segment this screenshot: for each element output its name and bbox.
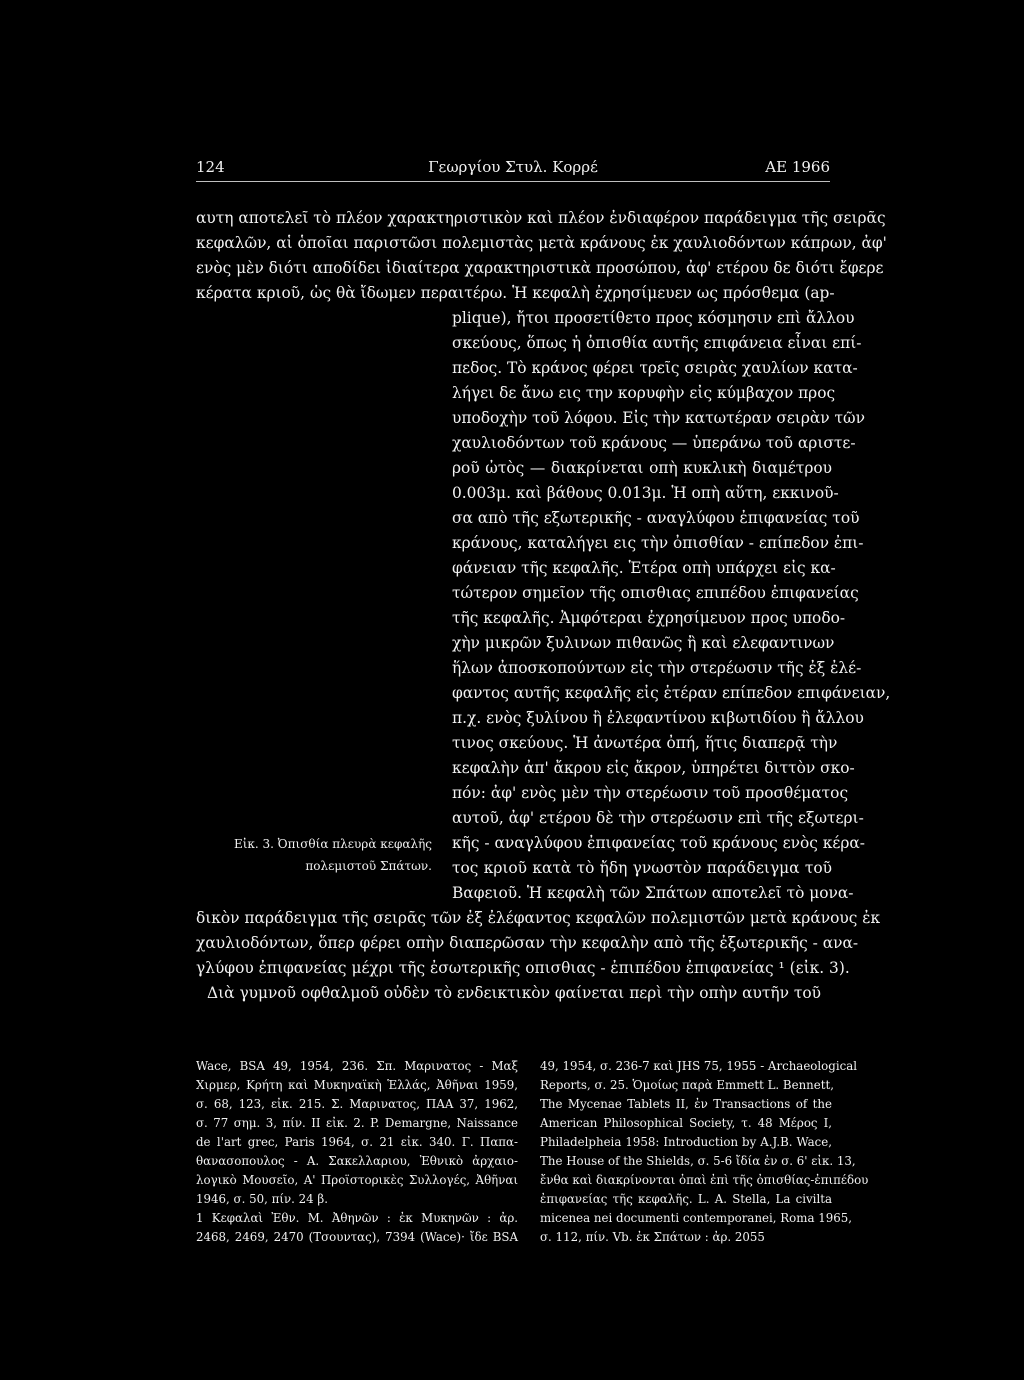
footnote-line: The House of the Shields, σ. 5-6 ἴδία ἐν σ. 6' εἰκ. 13,: [540, 1154, 856, 1168]
footnote-line: ἐπιφανείας τῆς κεφαλῆς. L. A. Stella, La civilta: [540, 1192, 832, 1206]
body-line: κέρατα κριοῦ, ὡς θὰ ἴδωμεν περαιτέρω. Ἡ κεφαλὴ ἐχρησίμευεν ως πρόσθεμα (ap-: [196, 284, 835, 302]
footnote-line: σ. 68, 123, εἰκ. 215. Σ. Μαρινατος, ΠΑΑ 37, 1962,: [196, 1097, 518, 1111]
figure-caption-line-1: Εἰκ. 3. Ὀπισθία πλευρὰ κεφαλῆς: [233, 837, 432, 851]
body-line: κῆς - αναγλύφου ἐπιφανείας τοῦ κράνους ενὸς κέρα-: [452, 834, 865, 852]
body-line: ενὸς μὲν διότι αποδίδει ἰδιαίτερα χαρακτηριστικὰ προσώπου, ἀφ' ετέρου δε διότι ἔφερε: [196, 259, 884, 277]
body-line-last: Διὰ γυμνοῦ οφθαλμοῦ οὐδὲν τὸ ενδεικτικὸν φαίνεται περὶ τὴν οπὴν αυτῆν τοῦ: [207, 984, 821, 1002]
footnote-line: σ. 112, πίν. Vb. ἐκ Σπάτων : ἀρ. 2055: [540, 1230, 765, 1244]
body-line: 0.003μ. καὶ βάθους 0.013μ. Ἡ οπὴ αὕτη, εκκινοῦ-: [452, 484, 839, 502]
body-line: τος κριοῦ κατὰ τὸ ἤδη γνωστὸν παράδειγμα τοῦ: [452, 859, 832, 877]
running-journal: ΑΕ 1966: [765, 158, 830, 176]
running-author: Γεωργίου Στυλ. Κορρέ: [428, 158, 598, 176]
page-number: 124: [196, 158, 225, 176]
body-line: δικὸν παράδειγμα τῆς σειρᾶς τῶν ἐξ ἐλέφαντος κεφαλῶν πολεμιστῶν μετὰ κράνους ἐκ: [196, 909, 881, 927]
header-rule: [196, 181, 830, 182]
body-line: plique), ἤτοι προσετίθετο προς κόσμησιν επὶ ἄλλου: [452, 309, 855, 327]
body-line: αυτη αποτελεῖ τὸ πλέον χαρακτηριστικὸν καὶ πλέον ἐνδιαφέρον παράδειγμα τῆς σειρᾶς: [196, 209, 886, 227]
footnote-line: Χιρμερ, Κρήτη καὶ Μυκηναϊκὴ Ἑλλάς, Ἀθῆναι 1959,: [196, 1078, 518, 1092]
body-line: Βαφειοῦ. Ἡ κεφαλὴ τῶν Σπάτων αποτελεῖ τὸ μονα-: [452, 884, 854, 902]
body-line: κράνους, καταλήγει εις τὴν ὀπισθίαν - επίπεδον ἐπι-: [452, 534, 864, 552]
body-line: λήγει δε ἄνω εις την κορυφὴν εἰς κύμβαχον προς: [452, 384, 836, 402]
body-line: κεφαλὴν ἀπ' ἄκρου εἰς ἄκρον, ὑπηρέτει διττὸν σκο-: [452, 759, 855, 777]
footnote-line: American Philosophical Society, τ. 48 Μέρος I,: [540, 1116, 832, 1130]
footnote-line: 2468, 2469, 2470 (Τσουντας), 7394 (Wace)· ἴδε BSA: [196, 1230, 518, 1244]
footnote-line: 49, 1954, σ. 236-7 καὶ JHS 75, 1955 - Archaeological: [540, 1059, 858, 1073]
body-line: σα απὸ τῆς εξωτερικῆς - αναγλύφου ἐπιφανείας τοῦ: [452, 509, 860, 527]
footnote-line: 1 Κεφαλαὶ Ἐθν. Μ. Ἀθηνῶν : ἐκ Μυκηνῶν : ἀρ.: [196, 1211, 518, 1225]
body-line: χαυλιοδόντων, ὅπερ φέρει οπὴν διαπερῶσαν τὴν κεφαλὴν απὸ τῆς ἐξωτερικῆς - ανα-: [196, 934, 859, 952]
footnote-line: The Mycenae Tablets II, ἐν Transactions of the: [540, 1097, 832, 1111]
running-header: [196, 156, 830, 180]
body-line: σκεύους, ὅπως ἡ ὀπισθία αυτῆς επιφάνεια εἶναι επί-: [452, 334, 862, 352]
footnote-line: ἔνθα καὶ διακρίνονται ὀπαὶ ἐπὶ τῆς ὀπισθίας-ἐπιπέδου: [540, 1173, 869, 1187]
footnote-line: de l'art grec, Paris 1964, σ. 21 εἰκ. 340. Γ. Παπα-: [196, 1135, 518, 1149]
body-line: φαντος αυτῆς κεφαλῆς εἰς ἑτέραν επίπεδον επιφάνειαν,: [452, 684, 891, 702]
body-line: πεδος. Τὸ κράνος φέρει τρεῖς σειρὰς χαυλίων κατα-: [452, 359, 858, 377]
body-line: τώτερον σημεῖον τῆς οπισθιας επιπέδου ἐπιφανείας: [452, 584, 859, 602]
footnote-line: Philadelpheia 1958: Introduction by A.J.B. Wace,: [540, 1135, 832, 1149]
figure-caption-line-2: πολεμιστοῦ Σπάτων.: [305, 859, 432, 873]
body-line: γλύφου ἐπιφανείας μέχρι τῆς ἐσωτερικῆς οπισθιας - ἐπιπέδου ἐπιφανείας ¹ (εἰκ. 3).: [196, 959, 850, 977]
footnote-line: σ. 77 σημ. 3, πίν. II εἰκ. 2. P. Demargne, Naissance: [196, 1116, 518, 1130]
body-line: ροῦ ὠτὸς — διακρίνεται οπὴ κυκλικὴ διαμέτρου: [452, 459, 832, 477]
body-line: υποδοχὴν τοῦ λόφου. Εἰς τὴν κατωτέραν σειρὰν τῶν: [452, 409, 865, 427]
body-line: κεφαλῶν, αἱ ὁποῖαι παριστῶσι πολεμιστὰς μετὰ κράνους ἐκ χαυλιοδόντων κάπρων, ἀφ': [196, 234, 887, 252]
body-line: χὴν μικρῶν ξυλινων πιθανῶς ἢ καὶ ελεφαντινων: [452, 634, 835, 652]
body-line: ἥλων ἀποσκοπούντων εἰς τὴν στερέωσιν τῆς ἐξ ἐλέ-: [452, 659, 862, 677]
body-line: αυτοῦ, ἀφ' ετέρου δὲ τὴν στερέωσιν επὶ τῆς εξωτερι-: [452, 809, 864, 827]
body-line: τινος σκεύους. Ἡ ἀνωτέρα ὀπή, ἥτις διαπερᾷ τὴν: [452, 734, 838, 752]
footnote-line: θανασοπουλος - Α. Σακελλαριου, Ἐθνικὸ ἀρχαιο-: [196, 1154, 518, 1168]
footnote-line: micenea nei documenti contemporanei, Roma 1965,: [540, 1211, 853, 1225]
footnote-line: Reports, σ. 25. Ὁμοίως παρὰ Emmett L. Bennett,: [540, 1078, 834, 1092]
footnote-line: Wace, BSA 49, 1954, 236. Σπ. Μαρινατος - Μαξ: [196, 1059, 518, 1073]
body-line: χαυλιοδόντων τοῦ κράνους — ὑπεράνω τοῦ αριστε-: [452, 434, 856, 452]
body-line: π.χ. ενὸς ξυλίνου ἢ ἐλεφαντίνου κιβωτιδίου ἢ ἄλλου: [452, 709, 864, 727]
footnote-line: 1946, σ. 50, πίν. 24 β.: [196, 1192, 328, 1206]
body-line: πόν: ἀφ' ενὸς μὲν τὴν στερέωσιν τοῦ προσθέματος: [452, 784, 849, 802]
body-line: τῆς κεφαλῆς. Ἀμφότεραι ἐχρησίμευον προς υποδο-: [452, 609, 846, 627]
footnote-line: λογικὸ Μουσεῖο, Α' Προϊστορικὲς Συλλογές, Ἀθῆναι: [196, 1173, 518, 1187]
body-line: φάνειαν τῆς κεφαλῆς. Ἑτέρα οπὴ υπάρχει εἰς κα-: [452, 559, 836, 577]
